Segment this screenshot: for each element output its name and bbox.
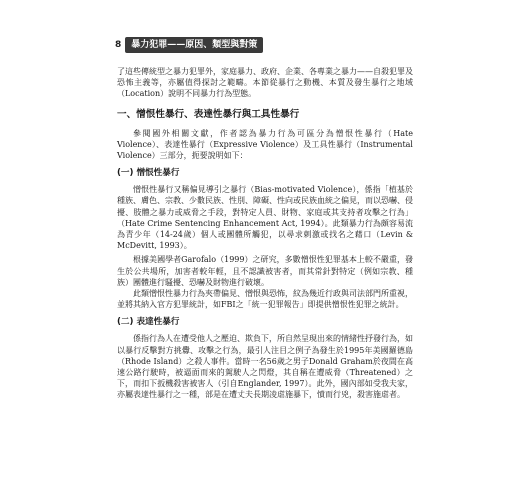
- running-title: 暴力犯罪——原因、類型與對策: [125, 37, 263, 53]
- paragraph-1: 了這些傳統型之暴力犯罪外，家庭暴力、政府、企業、各專業之暴力——自殺犯罪及恐怖主義等，亦屬值得探討之範疇。本節從暴行之動機、本質及發生暴行之地域（Location）說明不同暴力行為型態。: [117, 67, 413, 99]
- paragraph-6: 係指行為人在遭受他人之壓迫、欺負下，所自然呈現出來的情緒性抒發行為，如以暴行反擊對方挑釁、攻擊之行為，最引人注目之例子為發生於1995年美國羅德島（Rhode Island）之殺人事件。當時一名56歲之男子Donald Graham於夜間在高速公路行駛時，被逼面而來的駕駛人之閃燈，其自稱在遭威脅（Threatened）之下，而扣下扳機殺害被害人（引自Englander, 1997）。此外，國內部如受我夫家，亦屬表達性暴行之一種，部是在遭丈夫長期凌虐施暴下，憤而行兇，殺害施虐者。: [117, 334, 413, 400]
- paragraph-4: 根據美國學者Garofalo（1999）之研究，多數憎恨性犯罪基本上較不嚴重，發生於公共場所，加害者較年輕，且不認識被害者，而其常針對特定（例如宗教、種族）團體進行騷擾、恐嚇及財物進行破壞。: [117, 255, 413, 287]
- paragraph-5: 此類憎恨性暴力行為夾帶偏見、憎恨與恐怖，紋為幾近行政與司法部門所重視，並將其納入官方犯罪統計，如FBI之「統一犯罪報告」即提供憎恨性犯罪之統計。: [117, 289, 413, 310]
- page-body: [117, 66, 413, 401]
- paragraph-3: 憎恨性暴行又稱偏見導引之暴行（Bias-motivated Violence），係指「植基於種族、膚色、宗教、少數民族、性別、障礙、性向或民族血統之偏見，而以恐嚇、侵擾、肢體之暴力或威脅之手段，對特定人員、財物、家庭或其支持者攻擊之行為」（Hate Crime Sentencing Enhancement Act, 1994）。此類暴力行為頗容易流為青少年（14-24歲）個人或團體所觸犯，以尋求刺激或找名之藉口（Levin & McDevitt, 1993）。: [117, 185, 413, 251]
- page-number: 8: [115, 40, 122, 50]
- paragraph-2: 參閱國外相關文獻，作者認為暴力行為可區分為憎恨性暴行（Hate Violence）、表達性暴行（Expressive Violence）及工具性暴行（Instrumental Violence）三部分，扼要說明如下：: [117, 128, 413, 161]
- subsection-heading-hate-violence: (一) 憎恨性暴行: [117, 168, 180, 179]
- section-heading-1: 一、憎恨性暴行、表達性暴行與工具性暴行: [117, 108, 300, 120]
- running-header: [115, 36, 263, 54]
- subsection-heading-expressive-violence: (二) 表達性暴行: [117, 317, 180, 328]
